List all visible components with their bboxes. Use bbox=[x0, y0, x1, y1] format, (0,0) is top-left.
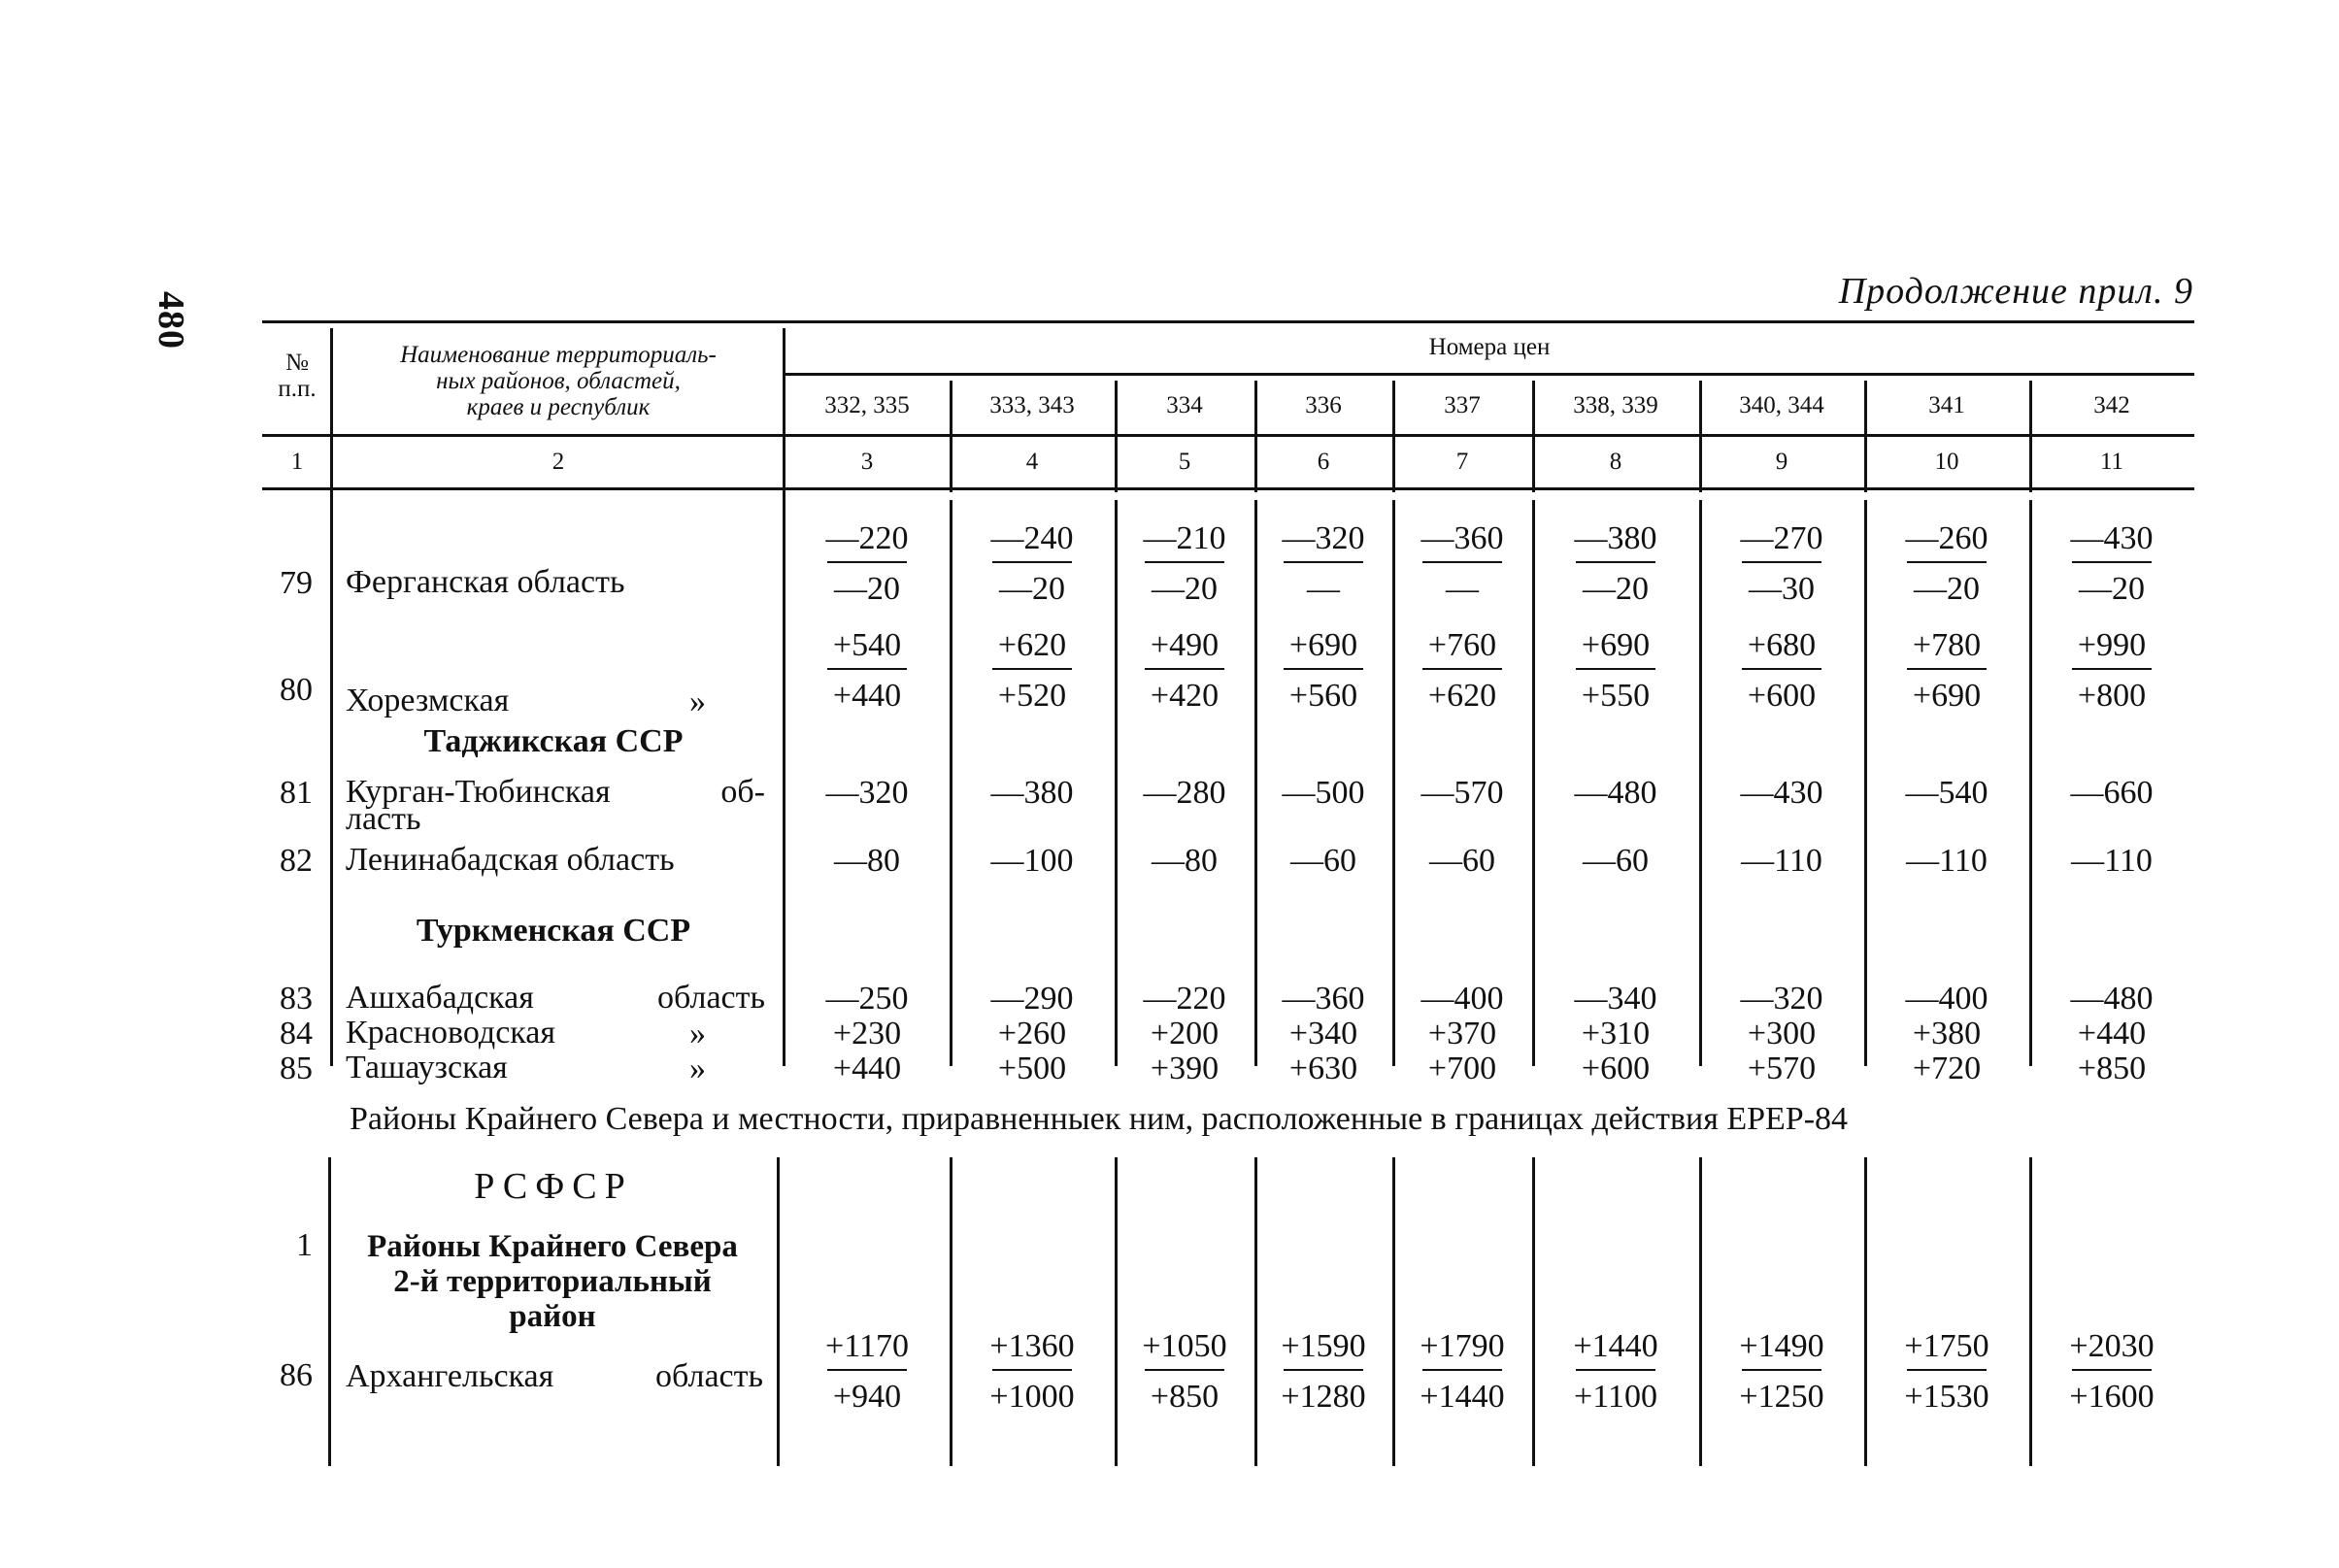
fraction-denominator: +1000 bbox=[989, 1379, 1075, 1415]
fraction-numerator: +760 bbox=[1427, 627, 1497, 663]
value-cell: —380 bbox=[990, 775, 1074, 811]
fraction-numerator: +1750 bbox=[1904, 1328, 1989, 1364]
value-cell: +390 bbox=[1150, 1051, 1220, 1086]
value-cell: —80 bbox=[1152, 843, 1218, 879]
header-prices: Номера цен bbox=[1428, 334, 1551, 360]
fraction-numerator: +690 bbox=[1288, 627, 1358, 663]
value-cell: —430 bbox=[1740, 775, 1823, 811]
fraction-denominator: +420 bbox=[1150, 678, 1220, 714]
value-cell: +370 bbox=[1427, 1016, 1497, 1051]
column-rule bbox=[1532, 1157, 1535, 1466]
fraction-numerator: +490 bbox=[1150, 627, 1220, 663]
north-section-title: Районы Крайнего Севера 2-й территориальный район bbox=[367, 1229, 738, 1334]
value-cell: +700 bbox=[1427, 1051, 1497, 1086]
price-column-header: 336 bbox=[1305, 392, 1342, 418]
column-number: 6 bbox=[1317, 449, 1330, 475]
value-cell: —80 bbox=[834, 843, 900, 879]
fraction-cell bbox=[785, 627, 950, 715]
row-name: Курган-Тюбинская об- bbox=[346, 774, 765, 810]
fraction-denominator: +440 bbox=[832, 678, 902, 714]
fraction-denominator: —20 bbox=[1583, 571, 1649, 607]
column-number: 7 bbox=[1455, 449, 1469, 475]
row-name: Ашхабадская область bbox=[346, 980, 765, 1016]
section-title: Туркменская ССР bbox=[416, 913, 691, 949]
column-number: 11 bbox=[2099, 449, 2124, 475]
fraction-numerator: +690 bbox=[1581, 627, 1651, 663]
column-rule bbox=[1254, 381, 1257, 492]
ditto-mark: » bbox=[689, 1016, 706, 1051]
column-number-rule bbox=[262, 487, 2194, 490]
ditto-mark: » bbox=[689, 1051, 706, 1086]
fraction-denominator: — bbox=[1446, 571, 1479, 607]
fraction-cell bbox=[1254, 520, 1392, 608]
row-name: Ташаузская bbox=[346, 1050, 508, 1085]
fraction-numerator: +620 bbox=[997, 627, 1067, 663]
prices-header-rule bbox=[785, 373, 2194, 376]
row-number: 1 bbox=[296, 1227, 313, 1263]
section-caption: Районы Крайнего Севера и местности, приравненныек ним, расположенные в границах действия ЕРЕР-84 bbox=[350, 1101, 1849, 1137]
fraction-cell bbox=[950, 520, 1115, 608]
row-number: 81 bbox=[280, 775, 313, 811]
price-column-header: 334 bbox=[1166, 392, 1203, 418]
value-cell: —340 bbox=[1574, 981, 1657, 1017]
fraction-denominator: +690 bbox=[1912, 678, 1982, 714]
value-cell: —220 bbox=[1143, 981, 1226, 1017]
row-number: 83 bbox=[280, 981, 313, 1017]
row-name: Хорезмская bbox=[346, 683, 510, 718]
value-cell: +200 bbox=[1150, 1016, 1220, 1051]
fraction-numerator: —380 bbox=[1574, 520, 1657, 556]
fraction-cell bbox=[1699, 1328, 1864, 1416]
value-cell: —250 bbox=[825, 981, 909, 1017]
row-name: Красноводская bbox=[346, 1015, 556, 1051]
ditto-mark: » bbox=[689, 684, 706, 719]
fraction-numerator: +990 bbox=[2077, 627, 2147, 663]
fraction-cell bbox=[785, 520, 950, 608]
fraction-denominator: +800 bbox=[2077, 678, 2147, 714]
price-column-header: 333, 343 bbox=[989, 392, 1075, 418]
fraction-cell bbox=[1254, 627, 1392, 715]
fraction-cell bbox=[1699, 520, 1864, 608]
row-number: 84 bbox=[280, 1016, 313, 1051]
fraction-numerator: —260 bbox=[1905, 520, 1988, 556]
value-cell: —320 bbox=[1740, 981, 1823, 1017]
fraction-cell bbox=[950, 627, 1115, 715]
column-number: 5 bbox=[1178, 449, 1191, 475]
fraction-numerator: +1590 bbox=[1281, 1328, 1366, 1364]
column-rule bbox=[950, 1157, 952, 1466]
value-cell: —290 bbox=[990, 981, 1074, 1017]
fraction-numerator: —320 bbox=[1282, 520, 1365, 556]
fraction-numerator: +1790 bbox=[1420, 1328, 1505, 1364]
fraction-cell bbox=[785, 1328, 950, 1416]
value-cell: +600 bbox=[1581, 1051, 1651, 1086]
value-cell: —400 bbox=[1905, 981, 1988, 1017]
column-rule bbox=[1254, 1157, 1257, 1466]
column-number: 4 bbox=[1025, 449, 1039, 475]
value-cell: —110 bbox=[2071, 843, 2153, 879]
value-cell: +850 bbox=[2077, 1051, 2147, 1086]
fraction-cell bbox=[1115, 520, 1254, 608]
fraction-numerator: +1440 bbox=[1573, 1328, 1658, 1364]
column-rule bbox=[2029, 1157, 2032, 1466]
row-name: Архангельская область bbox=[346, 1358, 763, 1394]
fraction-numerator: —240 bbox=[990, 520, 1074, 556]
value-cell: —480 bbox=[2070, 981, 2154, 1017]
fraction-cell bbox=[1254, 1328, 1392, 1416]
column-number: 10 bbox=[1934, 449, 1959, 475]
fraction-cell bbox=[1699, 627, 1864, 715]
value-cell: +570 bbox=[1747, 1051, 1817, 1086]
value-cell: —540 bbox=[1905, 775, 1988, 811]
column-number: 1 bbox=[290, 449, 304, 475]
fraction-numerator: —210 bbox=[1143, 520, 1226, 556]
value-cell: +720 bbox=[1912, 1051, 1982, 1086]
fraction-numerator: +1360 bbox=[989, 1328, 1075, 1364]
row-name-continued: ласть bbox=[346, 801, 421, 837]
fraction-cell bbox=[950, 1328, 1115, 1416]
value-cell: —480 bbox=[1574, 775, 1657, 811]
fraction-denominator: +1250 bbox=[1739, 1379, 1824, 1415]
fraction-cell bbox=[1392, 520, 1532, 608]
value-cell: —400 bbox=[1420, 981, 1504, 1017]
column-rule bbox=[328, 1157, 331, 1466]
value-cell: +230 bbox=[832, 1016, 902, 1051]
fraction-cell bbox=[1532, 1328, 1699, 1416]
fraction-numerator: —430 bbox=[2070, 520, 2154, 556]
fraction-denominator: +850 bbox=[1150, 1379, 1220, 1415]
fraction-denominator: +1100 bbox=[1574, 1379, 1657, 1415]
fraction-cell bbox=[2029, 627, 2194, 715]
fraction-denominator: +520 bbox=[997, 678, 1067, 714]
row-number: 86 bbox=[280, 1357, 313, 1393]
value-cell: +380 bbox=[1912, 1016, 1982, 1051]
column-rule bbox=[1864, 1157, 1867, 1466]
table-top-rule bbox=[262, 320, 2194, 323]
row-number: 80 bbox=[280, 672, 313, 708]
value-cell: —660 bbox=[2070, 775, 2154, 811]
price-column-header: 341 bbox=[1928, 392, 1965, 418]
column-rule bbox=[330, 328, 333, 1066]
fraction-numerator: +540 bbox=[832, 627, 902, 663]
republic-label: РСФСР bbox=[474, 1166, 633, 1207]
value-cell: —60 bbox=[1583, 843, 1649, 879]
header-no: № п.п. bbox=[278, 350, 317, 402]
continuation-label: Продолжение прил. 9 bbox=[1838, 271, 2193, 312]
row-name: Ферганская область bbox=[346, 564, 625, 600]
value-cell: —110 bbox=[1741, 843, 1822, 879]
fraction-denominator: +620 bbox=[1427, 678, 1497, 714]
fraction-numerator: +1490 bbox=[1739, 1328, 1824, 1364]
fraction-denominator: —20 bbox=[1152, 571, 1218, 607]
column-rule bbox=[1699, 381, 1702, 492]
fraction-cell bbox=[1864, 1328, 2029, 1416]
column-number: 3 bbox=[860, 449, 874, 475]
fraction-denominator: +560 bbox=[1288, 678, 1358, 714]
fraction-cell bbox=[1864, 520, 2029, 608]
row-number: 82 bbox=[280, 843, 313, 879]
value-cell: +300 bbox=[1747, 1016, 1817, 1051]
fraction-numerator: +1050 bbox=[1142, 1328, 1227, 1364]
page-number: 480 bbox=[150, 291, 191, 350]
fraction-cell bbox=[2029, 520, 2194, 608]
value-cell: +440 bbox=[832, 1051, 902, 1086]
value-cell: +340 bbox=[1288, 1016, 1358, 1051]
fraction-numerator: +2030 bbox=[2069, 1328, 2155, 1364]
fraction-denominator: —20 bbox=[1914, 571, 1980, 607]
fraction-cell bbox=[1532, 627, 1699, 715]
value-cell: +500 bbox=[997, 1051, 1067, 1086]
fraction-cell bbox=[1392, 627, 1532, 715]
row-number: 79 bbox=[280, 565, 313, 601]
value-cell: +630 bbox=[1288, 1051, 1358, 1086]
column-rule bbox=[1115, 1157, 1118, 1466]
fraction-numerator: +780 bbox=[1912, 627, 1982, 663]
price-column-header: 340, 344 bbox=[1739, 392, 1824, 418]
fraction-numerator: —220 bbox=[825, 520, 909, 556]
value-cell: —360 bbox=[1282, 981, 1365, 1017]
fraction-denominator: +1530 bbox=[1904, 1379, 1989, 1415]
fraction-denominator: —30 bbox=[1749, 571, 1815, 607]
value-cell: +310 bbox=[1581, 1016, 1651, 1051]
fraction-numerator: —270 bbox=[1740, 520, 1823, 556]
column-rule bbox=[950, 381, 952, 492]
fraction-cell bbox=[2029, 1328, 2194, 1416]
value-cell: —320 bbox=[825, 775, 909, 811]
fraction-cell bbox=[1392, 1328, 1532, 1416]
fraction-cell bbox=[1532, 520, 1699, 608]
price-column-header: 337 bbox=[1444, 392, 1481, 418]
fraction-denominator: +1280 bbox=[1281, 1379, 1366, 1415]
value-cell: —60 bbox=[1290, 843, 1356, 879]
fraction-cell bbox=[1115, 1328, 1254, 1416]
price-column-header: 338, 339 bbox=[1573, 392, 1658, 418]
value-cell: —500 bbox=[1282, 775, 1365, 811]
fraction-denominator: +940 bbox=[832, 1379, 902, 1415]
fraction-denominator: —20 bbox=[999, 571, 1065, 607]
value-cell: —110 bbox=[1906, 843, 1988, 879]
column-rule bbox=[2029, 381, 2032, 492]
fraction-numerator: +680 bbox=[1747, 627, 1817, 663]
fraction-cell bbox=[1115, 627, 1254, 715]
fraction-cell bbox=[1864, 627, 2029, 715]
fraction-denominator: —20 bbox=[2079, 571, 2145, 607]
column-rule bbox=[1115, 381, 1118, 492]
value-cell: —60 bbox=[1429, 843, 1495, 879]
header-bottom-rule bbox=[262, 434, 2194, 437]
column-number: 2 bbox=[551, 449, 565, 475]
fraction-numerator: +1170 bbox=[825, 1328, 909, 1364]
fraction-denominator: +600 bbox=[1747, 678, 1817, 714]
column-rule bbox=[1699, 1157, 1702, 1466]
value-cell: —100 bbox=[990, 843, 1074, 879]
value-cell: +440 bbox=[2077, 1016, 2147, 1051]
fraction-numerator: —360 bbox=[1420, 520, 1504, 556]
fraction-denominator: +1440 bbox=[1420, 1379, 1505, 1415]
fraction-denominator: — bbox=[1307, 571, 1340, 607]
column-rule bbox=[1392, 1157, 1395, 1466]
fraction-denominator: +550 bbox=[1581, 678, 1651, 714]
column-rule bbox=[1532, 381, 1535, 492]
column-rule bbox=[1392, 381, 1395, 492]
column-number: 8 bbox=[1609, 449, 1622, 475]
value-cell: +260 bbox=[997, 1016, 1067, 1051]
row-number: 85 bbox=[280, 1051, 313, 1086]
price-column-header: 342 bbox=[2093, 392, 2130, 418]
column-rule bbox=[1864, 381, 1867, 492]
fraction-denominator: —20 bbox=[834, 571, 900, 607]
column-rule bbox=[777, 1157, 780, 1466]
header-name: Наименование территориаль- ных районов, областей, краев и республик bbox=[400, 342, 717, 420]
value-cell: —570 bbox=[1420, 775, 1504, 811]
price-column-header: 332, 335 bbox=[824, 392, 910, 418]
section-title: Таджикская ССР bbox=[423, 723, 684, 759]
column-number: 9 bbox=[1775, 449, 1788, 475]
fraction-denominator: +1600 bbox=[2069, 1379, 2155, 1415]
row-name: Ленинабадская область bbox=[346, 842, 675, 878]
value-cell: —280 bbox=[1143, 775, 1226, 811]
